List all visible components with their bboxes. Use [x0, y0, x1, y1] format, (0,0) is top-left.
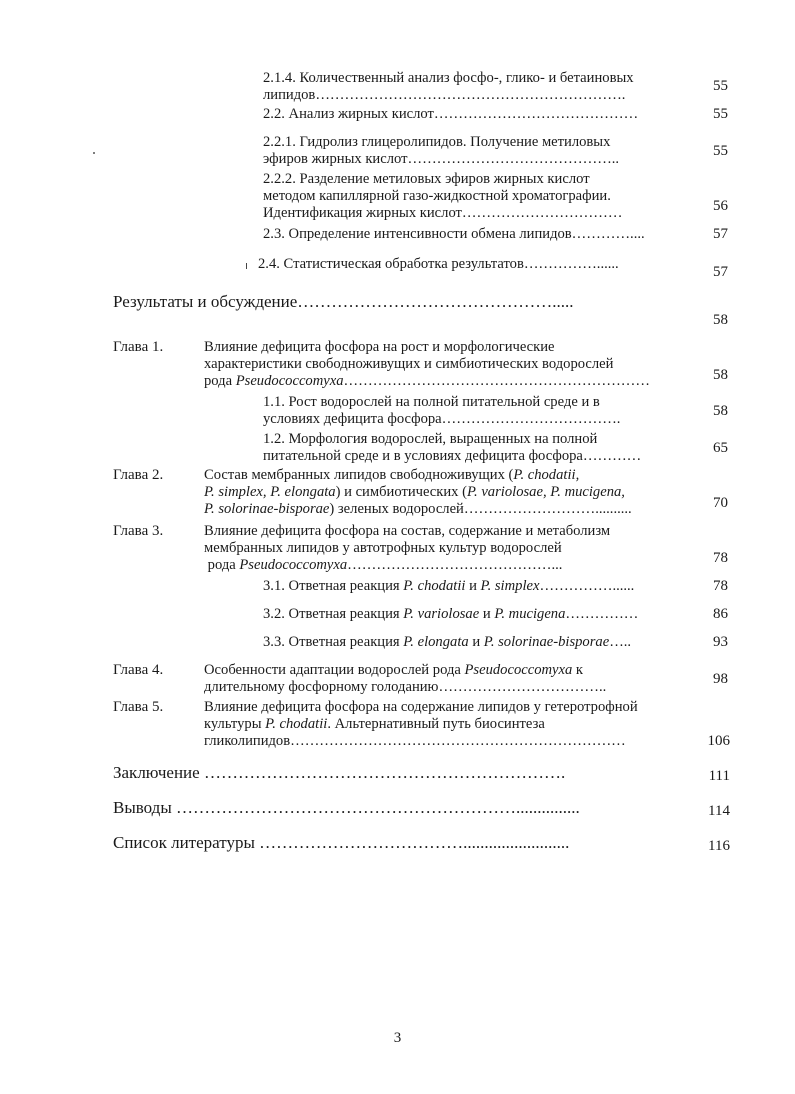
page-ref: 57 — [713, 226, 728, 242]
scan-mark — [246, 263, 247, 269]
toc-entry-2-2 — [263, 106, 638, 123]
page-ref: 106 — [707, 733, 730, 749]
page-ref: 58 — [713, 312, 728, 328]
toc-entry-chapter-4 — [204, 662, 606, 696]
entry-title-cont: Идентификация жирных кислот…………………………… — [263, 204, 623, 221]
entry-title-cont: рода Pseudococcomyxa……………………………………………………… — [204, 372, 650, 389]
toc-entry-chapter-1 — [204, 339, 650, 390]
page-ref: 58 — [713, 403, 728, 419]
chapter-label: Глава 4. — [113, 662, 164, 678]
entry-title-cont: P. simplex, P. elongata) и симбиотических (P. variolosae, P. mucigena, — [204, 483, 625, 500]
entry-title-cont: гликолипидов…………………………………………………………… — [204, 732, 626, 749]
entry-title: 2.4. Статистическая обработка результатов……………...... — [258, 256, 619, 272]
entry-title: 1.1. Рост водорослей на полной питательной среде и в — [263, 394, 600, 410]
toc-entry-chapter-5 — [204, 699, 638, 750]
entry-title: 2.2. Анализ жирных кислот…………………………………… — [263, 106, 639, 122]
page-ref: 65 — [713, 440, 728, 456]
chapter-label: Глава 5. — [113, 699, 164, 715]
entry-title: 2.1.4. Количественный анализ фосфо-, глико- и бетаиновых — [263, 70, 634, 86]
page-ref: 78 — [713, 578, 728, 594]
entry-title-cont: длительному фосфорному голоданию…………………………….. — [204, 678, 607, 695]
entry-title-cont: условиях дефицита фосфора………………………………. — [263, 410, 621, 427]
entry-title: 2.3. Определение интенсивности обмена липидов………….... — [263, 226, 645, 242]
toc-entry-1-1 — [263, 394, 620, 428]
toc-entry-2-2-2 — [263, 171, 622, 222]
entry-title: Результаты и обсуждение………………………………………..... — [113, 292, 574, 311]
entry-title: Список литературы ………………………………......................... — [113, 833, 570, 852]
toc-entry-chapter-2 — [204, 467, 632, 518]
chapter-label: Глава 1. — [113, 339, 164, 355]
scan-speck — [93, 152, 95, 154]
page-ref: 57 — [713, 264, 728, 280]
entry-title-cont: методом капиллярной газо-жидкостной хроматографии. — [263, 187, 611, 204]
page-number: 3 — [393, 1030, 402, 1046]
entry-title-cont: липидов………………………………………………………. — [263, 86, 626, 103]
toc-entry-2-1-4 — [263, 70, 634, 104]
toc-entry-3-3 — [263, 634, 631, 651]
entry-title: 3.2. Ответная реакция P. variolosae и P. mucigena…………… — [263, 606, 639, 622]
entry-title: 2.2.1. Гидролиз глицеролипидов. Получение метиловых — [263, 134, 611, 150]
chapter-label: Глава 2. — [113, 467, 164, 483]
entry-title: 2.2.2. Разделение метиловых эфиров жирных кислот — [263, 171, 590, 187]
toc-entry-references — [113, 833, 569, 853]
toc-entry-findings — [113, 798, 580, 818]
toc-entry-results — [113, 292, 574, 312]
page-ref: 55 — [713, 106, 728, 122]
toc-entry-2-4 — [258, 256, 619, 273]
toc-entry-3-1 — [263, 578, 634, 595]
toc-entry-chapter-3 — [204, 523, 610, 574]
toc-entry-1-2 — [263, 431, 641, 465]
page-ref: 86 — [713, 606, 728, 622]
toc-entry-conclusion — [113, 763, 565, 783]
page-ref: 93 — [713, 634, 728, 650]
entry-title: Особенности адаптации водорослей рода Pseudococcomyxa к — [204, 662, 584, 678]
entry-title: Влияние дефицита фосфора на состав, содержание и метаболизм — [204, 523, 611, 539]
toc-entry-2-3 — [263, 226, 645, 243]
page-ref: 55 — [713, 78, 728, 94]
entry-title: Влияние дефицита фосфора на рост и морфологические — [204, 339, 555, 355]
entry-title: Состав мембранных липидов свободноживущих (P. chodatii, — [204, 467, 580, 483]
entry-title: Влияние дефицита фосфора на содержание липидов у гетеротрофной — [204, 699, 638, 715]
entry-title-cont: мембранных липидов у автотрофных культур водорослей — [204, 539, 562, 556]
entry-title-cont: эфиров жирных кислот…………………………………….. — [263, 150, 620, 167]
page-ref: 58 — [713, 367, 728, 383]
entry-title: Заключение ………………………………………………………. — [113, 763, 566, 782]
entry-title-cont: рода Pseudococcomyxa……………………………………... — [207, 556, 563, 573]
chapter-label: Глава 3. — [113, 523, 164, 539]
entry-title-cont: характеристики свободноживущих и симбиотических водорослей — [204, 355, 614, 372]
entry-title: 3.1. Ответная реакция P. chodatii и P. simplex……………...... — [263, 578, 635, 594]
page-ref: 56 — [713, 198, 728, 214]
entry-title-cont: питательной среде и в условиях дефицита фосфора………… — [263, 447, 642, 464]
entry-title-cont: P. solorinae-bisporae) зеленых водорослей……………………….......... — [204, 500, 632, 517]
entry-title: 1.2. Морфология водорослей, выращенных на полной — [263, 431, 598, 447]
page-ref: 116 — [708, 838, 730, 854]
page-ref: 70 — [713, 495, 728, 511]
entry-title-cont: культуры P. chodatii. Альтернативный путь биосинтеза — [204, 715, 545, 732]
toc-entry-2-2-1 — [263, 134, 619, 168]
page-ref: 78 — [713, 550, 728, 566]
page-ref: 111 — [708, 768, 730, 784]
entry-title: Выводы ……………………………………………………............... — [113, 798, 580, 817]
page-ref: 114 — [708, 803, 730, 819]
toc-entry-3-2 — [263, 606, 638, 623]
page-ref: 98 — [713, 671, 728, 687]
entry-title: 3.3. Ответная реакция P. elongata и P. solorinae-bisporae….. — [263, 634, 632, 650]
page-ref: 55 — [713, 143, 728, 159]
